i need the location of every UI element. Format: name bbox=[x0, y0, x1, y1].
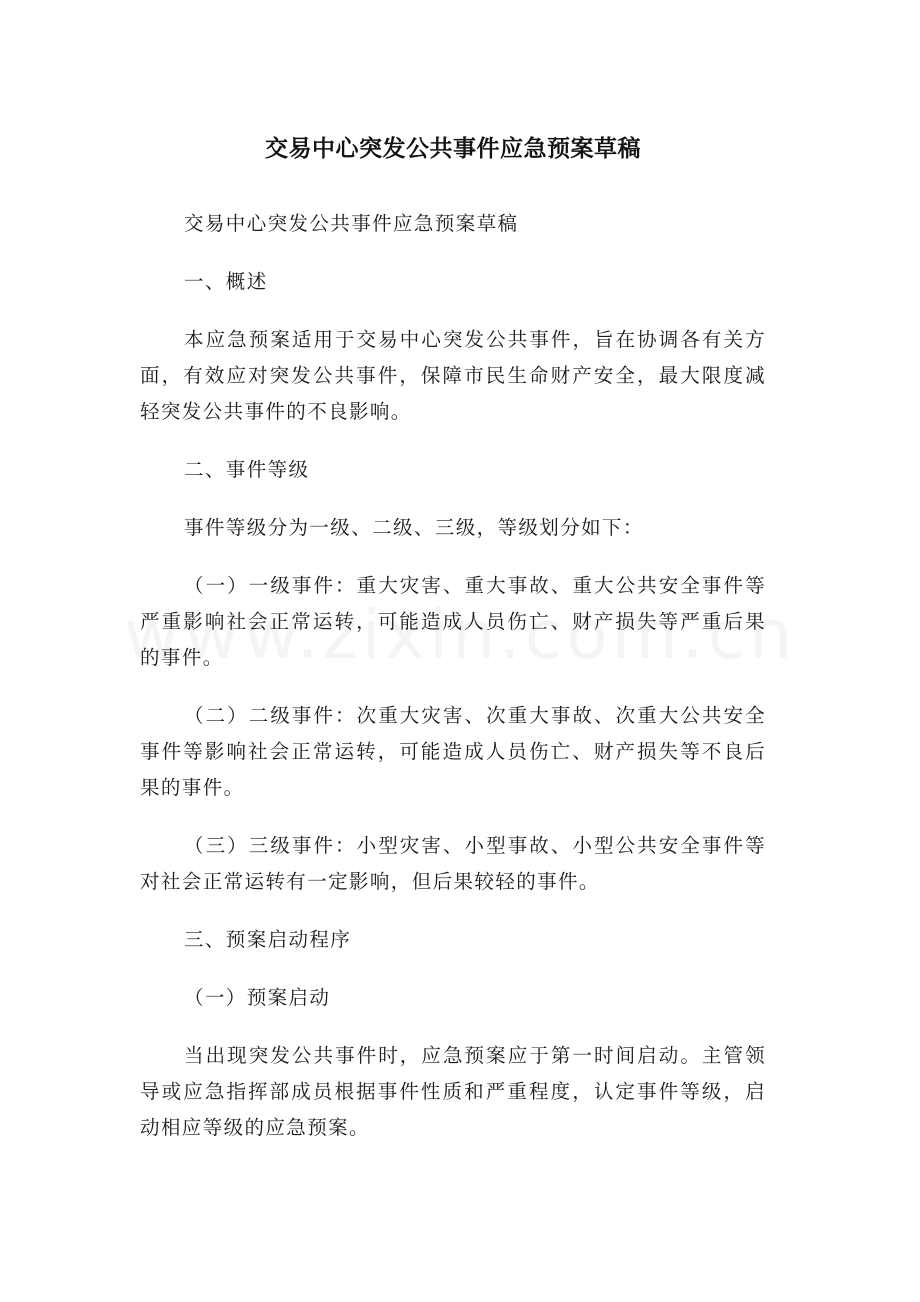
paragraph-overview: 本应急预案适用于交易中心突发公共事件，旨在协调各有关方面，有效应对突发公共事件，保障市民生命财产安全，最大限度减轻突发公共事件的不良影响。 bbox=[140, 328, 766, 423]
section-heading-activation: 三、预案启动程序 bbox=[184, 928, 352, 951]
section-heading-overview: 一、概述 bbox=[184, 270, 268, 293]
document-title: 交易中心突发公共事件应急预案草稿 bbox=[265, 136, 641, 162]
section-heading-event-levels: 二、事件等级 bbox=[184, 458, 310, 481]
paragraph-level-one: （一）一级事件：重大灾害、重大事故、重大公共安全事件等严重影响社会正常运转，可能造成人员伤亡、财产损失等严重后果的事件。 bbox=[140, 574, 766, 669]
paragraph-level-three: （三）三级事件：小型灾害、小型事故、小型公共安全事件等对社会正常运转有一定影响，但后果较轻的事件。 bbox=[140, 834, 766, 893]
paragraph-levels-intro: 事件等级分为一级、二级、三级，等级划分如下： bbox=[184, 516, 644, 539]
paragraph-subtitle: 交易中心突发公共事件应急预案草稿 bbox=[184, 212, 519, 235]
subsection-heading-activation: （一）预案启动 bbox=[184, 986, 331, 1009]
paragraph-level-two: （二）二级事件：次重大灾害、次重大事故、次重大公共安全事件等影响社会正常运转，可能造成人员伤亡、财产损失等不良后果的事件。 bbox=[140, 704, 766, 799]
paragraph-activation: 当出现突发公共事件时，应急预案应于第一时间启动。主管领导或应急指挥部成员根据事件性质和严重程度，认定事件等级，启动相应等级的应急预案。 bbox=[140, 1044, 766, 1139]
document-page bbox=[140, 132, 766, 1168]
